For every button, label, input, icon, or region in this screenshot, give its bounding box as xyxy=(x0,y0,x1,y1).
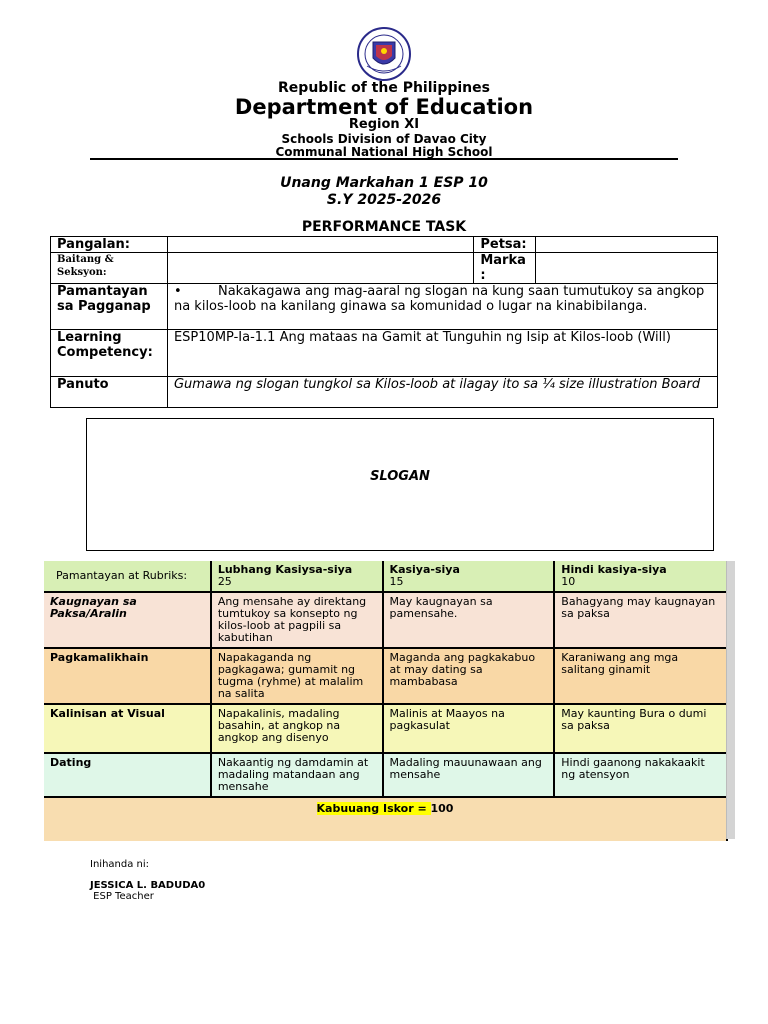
rubric-row xyxy=(44,592,727,648)
subtitle-quarter: Unang Markahan 1 ESP 10 xyxy=(280,175,488,191)
vertical-scrollbar[interactable] xyxy=(726,561,735,839)
criterion-cell: Kalinisan at Visual xyxy=(44,704,211,753)
name-field[interactable] xyxy=(167,237,473,253)
slogan-label: SLOGAN xyxy=(370,469,430,484)
score-label: Marka : xyxy=(474,253,536,284)
name-label: Pangalan: xyxy=(51,237,168,253)
standard-bullet: • xyxy=(173,284,182,299)
rubric-cell: Napakalinis, madaling basahin, at angkop na angkop ang disenyo xyxy=(211,704,383,753)
rubric-cell: Karaniwang ang mga salitang ginamit xyxy=(554,648,727,704)
level-cell xyxy=(211,561,383,592)
rubric-row xyxy=(44,648,727,704)
rubric-header-label: Pamantayan at Rubriks: xyxy=(44,561,211,592)
header-divider xyxy=(90,158,678,160)
criterion-cell: Kaugnayan sa Paksa/Aralin xyxy=(44,592,211,648)
header-department: Department of Education xyxy=(234,95,534,119)
directions-label: Panuto xyxy=(51,377,168,408)
prepared-by-label: Inihanda ni: xyxy=(90,859,150,870)
criterion-cell: Dating xyxy=(44,753,211,797)
level-points: 10 xyxy=(561,575,576,588)
grade-section-label: Baitang & Seksyon: xyxy=(51,253,168,284)
total-label: Kabuuang Iskor = xyxy=(316,802,431,815)
header-republic: Republic of the Philippines xyxy=(278,80,490,96)
rubric-cell: May kaunting Bura o dumi sa paksa xyxy=(554,704,727,753)
competency-text: ESP10MP-Ia-1.1 Ang mataas na Gamit at Tunguhin ng Isip at Kilos-loob (Will) xyxy=(167,330,717,377)
directions-text: Gumawa ng slogan tungkol sa Kilos-loob at ilagay ito sa ¼ size illustration Board xyxy=(167,377,717,408)
rubric-header-row xyxy=(44,561,727,592)
date-label: Petsa: xyxy=(474,237,536,253)
rubric-cell: Maganda ang pagkakabuo at may dating sa mambabasa xyxy=(383,648,555,704)
rubric-cell: Nakaantig ng damdamin at madaling matandaan ang mensahe xyxy=(211,753,383,797)
rubric-cell: Madaling mauunawaan ang mensahe xyxy=(383,753,555,797)
date-field[interactable] xyxy=(536,237,718,253)
rubric-row xyxy=(44,704,727,753)
total-value: 100 xyxy=(430,802,454,815)
competency-label: Learning Competency: xyxy=(51,330,168,377)
rubric-cell: Bahagyang may kaugnayan sa paksa xyxy=(554,592,727,648)
header-school: Communal National High School xyxy=(275,145,493,159)
level-points: 15 xyxy=(389,575,404,588)
subtitle-school-year: S.Y 2025-2026 xyxy=(326,192,442,208)
deped-seal xyxy=(351,26,417,82)
header-division: Schools Division of Davao City xyxy=(281,132,487,146)
level-cell xyxy=(554,561,727,592)
total-cell xyxy=(44,797,727,841)
standard-text-cell xyxy=(167,284,717,330)
rubric-row xyxy=(44,753,727,797)
level-points: 25 xyxy=(217,575,232,588)
level-cell xyxy=(383,561,555,592)
grade-section-field[interactable] xyxy=(167,253,473,284)
level-name: Hindi kasiya-siya xyxy=(561,563,667,576)
rubric-table xyxy=(44,561,728,841)
level-name: Lubhang Kasiysa-siya xyxy=(217,563,353,576)
criterion-cell: Pagkamalikhain xyxy=(44,648,211,704)
teacher-role: ESP Teacher xyxy=(90,891,154,902)
level-name: Kasiya-siya xyxy=(389,563,460,576)
standard-label: Pamantayan sa Pagganap xyxy=(51,284,168,330)
rubric-cell: Napakaganda ng pagkagawa; gumamit ng tugma (ryhme) at malalim na salita xyxy=(211,648,383,704)
rubric-cell: May kaugnayan sa pamensahe. xyxy=(383,592,555,648)
rubric-cell: Hindi gaanong nakakaakit ng atensyon xyxy=(554,753,727,797)
rubric-cell: Malinis at Maayos na pagkasulat xyxy=(383,704,555,753)
rubric-total-row xyxy=(44,797,727,841)
rubric-cell: Ang mensahe ay direktang tumtukoy sa konsepto ng kilos-loob at pagpili sa kabutihan xyxy=(211,592,383,648)
header-region: Region XI xyxy=(348,117,420,132)
standard-text: Nakakagawa ang mag-aaral ng slogan na kung saan tumutukoy sa angkop na kilos-loob na kanilang ginawa sa komunidad o lugar na kinabibilanga. xyxy=(173,284,705,314)
slogan-box xyxy=(86,418,714,551)
score-field[interactable] xyxy=(536,253,718,284)
info-table xyxy=(50,236,718,408)
task-title: PERFORMANCE TASK xyxy=(301,219,467,235)
teacher-name: JESSICA L. BADUDA0 xyxy=(90,880,206,891)
